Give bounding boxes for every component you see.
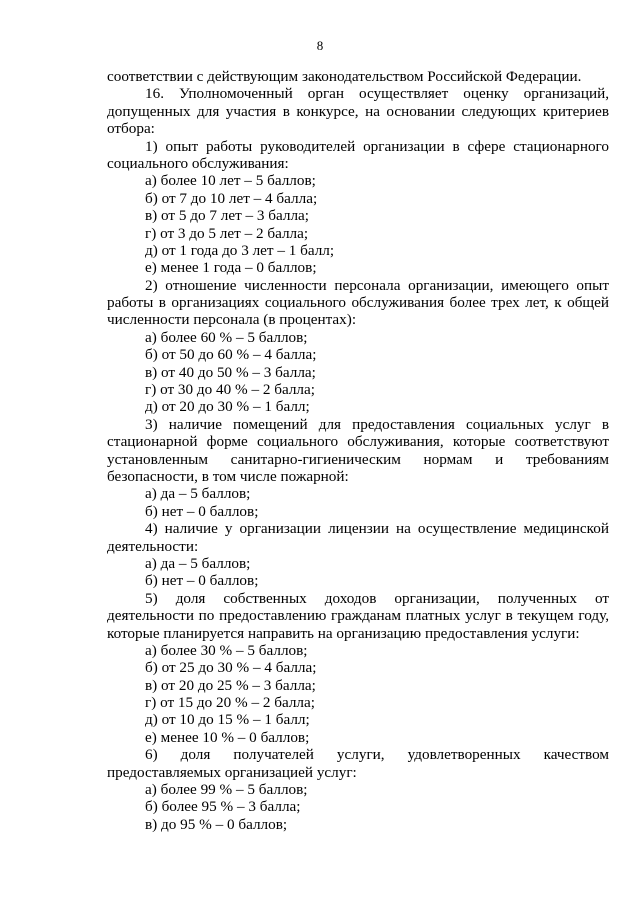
text-line: д) от 1 года до 3 лет – 1 балл; bbox=[145, 241, 335, 259]
text-line: предоставляемых организацией услуг: bbox=[107, 763, 357, 781]
text-line: 2) отношение численности персонала организации, имеющего опыт bbox=[145, 276, 609, 294]
text-line: соответствии с действующим законодательством Российской Федерации. bbox=[107, 68, 582, 85]
text-line: социального обслуживания: bbox=[107, 154, 289, 172]
text-line: а) да – 5 баллов; bbox=[145, 485, 251, 503]
text-line: г) от 3 до 5 лет – 2 балла; bbox=[145, 224, 309, 242]
text-line: которые планируется направить на организацию предоставления услуги: bbox=[107, 624, 580, 642]
text-line: отбора: bbox=[107, 120, 155, 138]
text-line: б) от 50 до 60 % – 4 балла; bbox=[145, 346, 317, 364]
text-line: 3) наличие помещений для предоставления социальных услуг в bbox=[145, 415, 609, 433]
text-line: в) от 5 до 7 лет – 3 балла; bbox=[145, 207, 310, 225]
text-line: б) от 25 до 30 % – 4 балла; bbox=[145, 659, 317, 677]
text-line: деятельности: bbox=[107, 537, 199, 555]
text-line: в) от 20 до 25 % – 3 балла; bbox=[145, 676, 316, 694]
text-line: в) до 95 % – 0 баллов; bbox=[145, 815, 288, 833]
text-line: 1) опыт работы руководителей организации в сфере стационарного bbox=[145, 137, 609, 155]
text-line: г) от 15 до 20 % – 2 балла; bbox=[145, 694, 315, 712]
text-line: г) от 30 до 40 % – 2 балла; bbox=[145, 381, 315, 399]
text-line: установленным санитарно-гигиеническим нормам и требованиям bbox=[107, 450, 609, 468]
text-line: деятельности по предоставлению гражданам платных услуг в текущем году, bbox=[107, 607, 609, 625]
text-line: а) более 30 % – 5 баллов; bbox=[145, 641, 308, 659]
document-body bbox=[107, 68, 609, 833]
text-line: а) да – 5 баллов; bbox=[145, 554, 251, 572]
text-line: е) менее 10 % – 0 баллов; bbox=[145, 728, 310, 746]
text-line: численности персонала (в процентах): bbox=[107, 311, 357, 329]
text-line: б) нет – 0 баллов; bbox=[145, 502, 259, 520]
text-line: стационарной форме социального обслуживания, которые соответствуют bbox=[107, 433, 609, 451]
text-line: д) от 10 до 15 % – 1 балл; bbox=[145, 711, 310, 729]
text-line: б) нет – 0 баллов; bbox=[145, 572, 259, 590]
text-line: б) более 95 % – 3 балла; bbox=[145, 798, 301, 816]
text-line: 6) доля получателей услуги, удовлетворенных качеством bbox=[145, 746, 609, 764]
text-line: безопасности, в том числе пожарной: bbox=[107, 467, 349, 485]
text-line: 4) наличие у организации лицензии на осуществление медицинской bbox=[145, 520, 609, 538]
text-line: работы в организациях социального обслуживания более трех лет, к общей bbox=[107, 294, 609, 312]
text-line: а) более 60 % – 5 баллов; bbox=[145, 328, 308, 346]
text-line: а) более 10 лет – 5 баллов; bbox=[145, 172, 316, 190]
text-line: 5) доля собственных доходов организации, полученных от bbox=[145, 589, 609, 607]
text-line: а) более 99 % – 5 баллов; bbox=[145, 781, 308, 799]
text-line: допущенных для участия в конкурсе, на основании следующих критериев bbox=[107, 102, 609, 120]
text-line: в) от 40 до 50 % – 3 балла; bbox=[145, 363, 316, 381]
text-line: 16. Уполномоченный орган осуществляет оценку организаций, bbox=[145, 85, 609, 103]
page-number: 8 bbox=[316, 38, 324, 53]
text-line: б) от 7 до 10 лет – 4 балла; bbox=[145, 189, 318, 207]
text-line: д) от 20 до 30 % – 1 балл; bbox=[145, 398, 310, 416]
text-line: е) менее 1 года – 0 баллов; bbox=[145, 259, 317, 277]
